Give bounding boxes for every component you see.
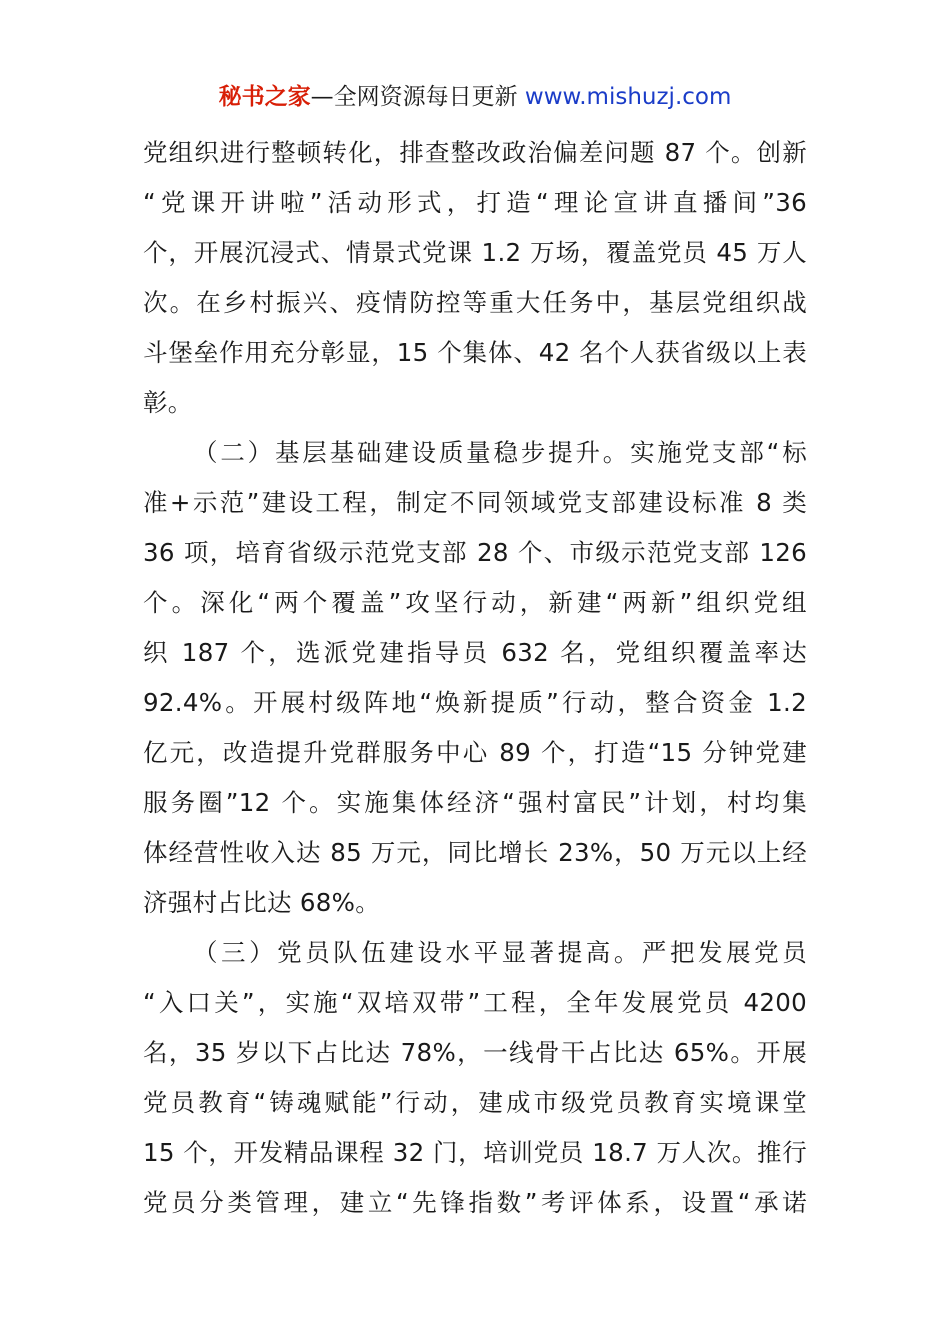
site-url[interactable]: www.mishuzj.com: [524, 84, 732, 110]
document-body: [143, 128, 807, 1228]
text-line: 体经营性收入达 85 万元，同比增长 23%，50 万元以上经: [143, 838, 807, 867]
text-line: 党员分类管理，建立“先锋指数”考评体系，设置“承诺: [143, 1188, 807, 1217]
text-line: 服务圈”12 个。实施集体经济“强村富民”计划，村均集: [143, 788, 807, 817]
paragraph-heading-line: （二）基层基础建设质量稳步提升。实施党支部“标: [193, 438, 807, 467]
text-line: 36 项，培育省级示范党支部 28 个、市级示范党支部 126: [143, 538, 807, 567]
text-line: 斗堡垒作用充分彰显，15 个集体、42 名个人获省级以上表: [143, 338, 807, 367]
text-line: 亿元，改造提升党群服务中心 89 个，打造“15 分钟党建: [143, 738, 807, 767]
text-line: 名，35 岁以下占比达 78%，一线骨干占比达 65%。开展: [143, 1038, 807, 1067]
text-line: 次。在乡村振兴、疫情防控等重大任务中，基层党组织战: [143, 288, 807, 317]
page-header: [0, 80, 950, 114]
text-line: “党课开讲啦”活动形式，打造“理论宣讲直播间”36: [143, 188, 807, 217]
text-line: 个。深化“两个覆盖”攻坚行动，新建“两新”组织党组: [143, 588, 807, 617]
text-line: “入口关”，实施“双培双带”工程，全年发展党员 4200: [143, 988, 807, 1017]
header-tagline: —全网资源每日更新: [310, 84, 525, 110]
text-line: 准+示范”建设工程，制定不同领域党支部建设标准 8 类: [143, 488, 807, 517]
paragraph-heading-line: （三）党员队伍建设水平显著提高。严把发展党员: [193, 938, 807, 967]
text-line: 15 个，开发精品课程 32 门，培训党员 18.7 万人次。推行: [143, 1138, 807, 1167]
text-line: 党员教育“铸魂赋能”行动，建成市级党员教育实境课堂: [143, 1088, 807, 1117]
text-line: 济强村占比达 68%。: [143, 888, 381, 917]
text-line: 92.4%。开展村级阵地“焕新提质”行动，整合资金 1.2: [143, 688, 807, 717]
text-line: 彰。: [143, 388, 193, 417]
text-line: 党组织进行整顿转化，排查整改政治偏差问题 87 个。创新: [143, 138, 807, 167]
text-line: 个，开展沉浸式、情景式党课 1.2 万场，覆盖党员 45 万人: [143, 238, 807, 267]
brand-name: 秘书之家: [218, 84, 311, 110]
text-line: 织 187 个，选派党建指导员 632 名，党组织覆盖率达: [143, 638, 807, 667]
